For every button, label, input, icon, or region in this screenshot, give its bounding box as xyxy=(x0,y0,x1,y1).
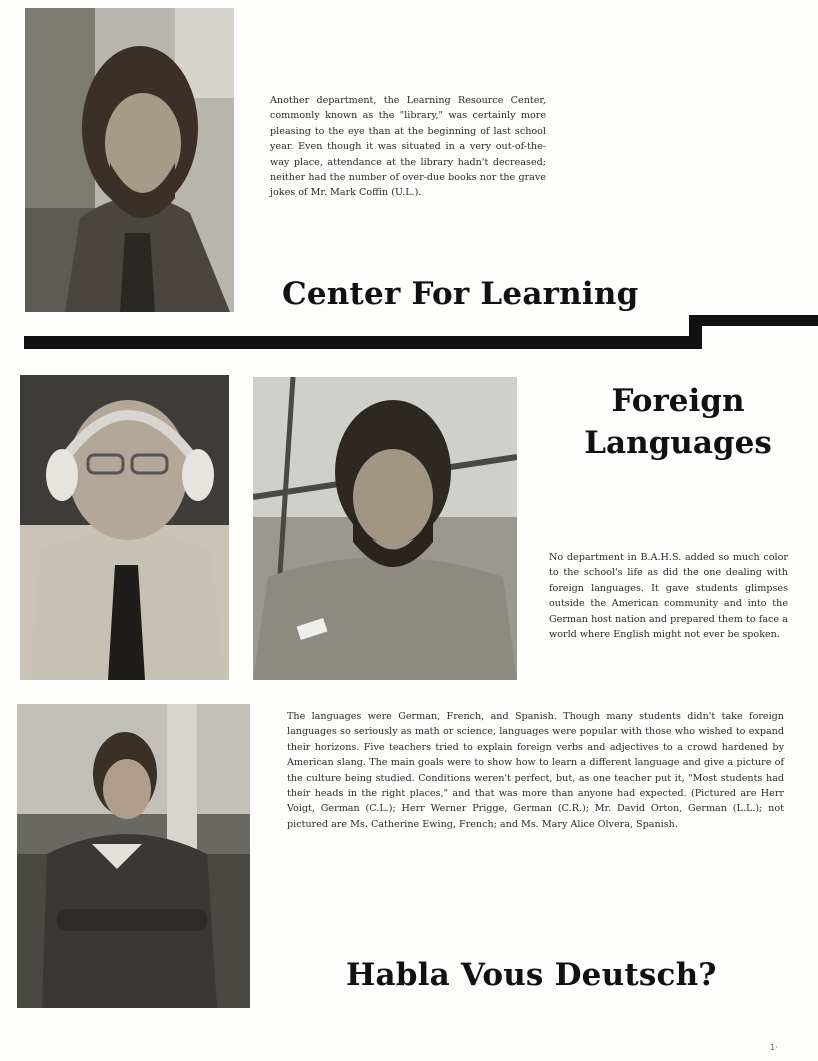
section-divider xyxy=(24,336,702,349)
photo-david-orton xyxy=(17,704,250,1008)
habla-vous-deutsch-headline: Habla Vous Deutsch? xyxy=(346,957,717,993)
photo-mark-coffin xyxy=(25,8,234,312)
foreign-languages-headline-line2: Languages xyxy=(584,425,772,461)
photo-herr-werner-prigge xyxy=(253,377,517,680)
library-paragraph: Another department, the Learning Resource Center, commonly known as the "library," was certainly more pleasing to the eye than at the beginning of last school year. Even though it was situated in a very out-of-the-way place, attendance at the library hadn't decreased; neither had the number of over-due books nor the grave jokes of Mr. Mark Coffin (U.L.). xyxy=(270,95,546,199)
photo-herr-voigt xyxy=(20,375,229,680)
foreign-languages-headline-line1: Foreign xyxy=(611,383,745,419)
page-number: 1· xyxy=(770,1043,778,1052)
center-for-learning-headline: Center For Learning xyxy=(282,276,639,312)
languages-paragraph: The languages were German, French, and Spanish. Though many students didn't take foreign languages so seriously as math or science, languages were popular with those who wished to expand their horizons. Five teachers tried to explain foreign verbs and adjectives to a crowd hardened by American slang. The main goals were to show how to learn a different language and give a picture of the culture being studied. Conditions weren't perfect, but, as one teacher put it, "Most students had their heads in the right places," and that was more than anyone had expected. (Pictured are Herr Voigt, German (C.L.); Herr Werner Prigge, German (C.R.); Mr. David Orton, German (L.L.); not pictured are Ms. Catherine Ewing, French; and Ms. Mary Alice Olvera, Spanish. xyxy=(287,711,784,830)
foreign-paragraph: No department in B.A.H.S. added so much color to the school's life as did the one dealing with foreign languages. It gave students glimpses outside the American community and into the German host nation and prepared them to face a world where English might not ever be spoken. xyxy=(549,552,788,641)
foreign-languages-headline xyxy=(548,380,808,464)
section-divider-top xyxy=(689,315,818,326)
